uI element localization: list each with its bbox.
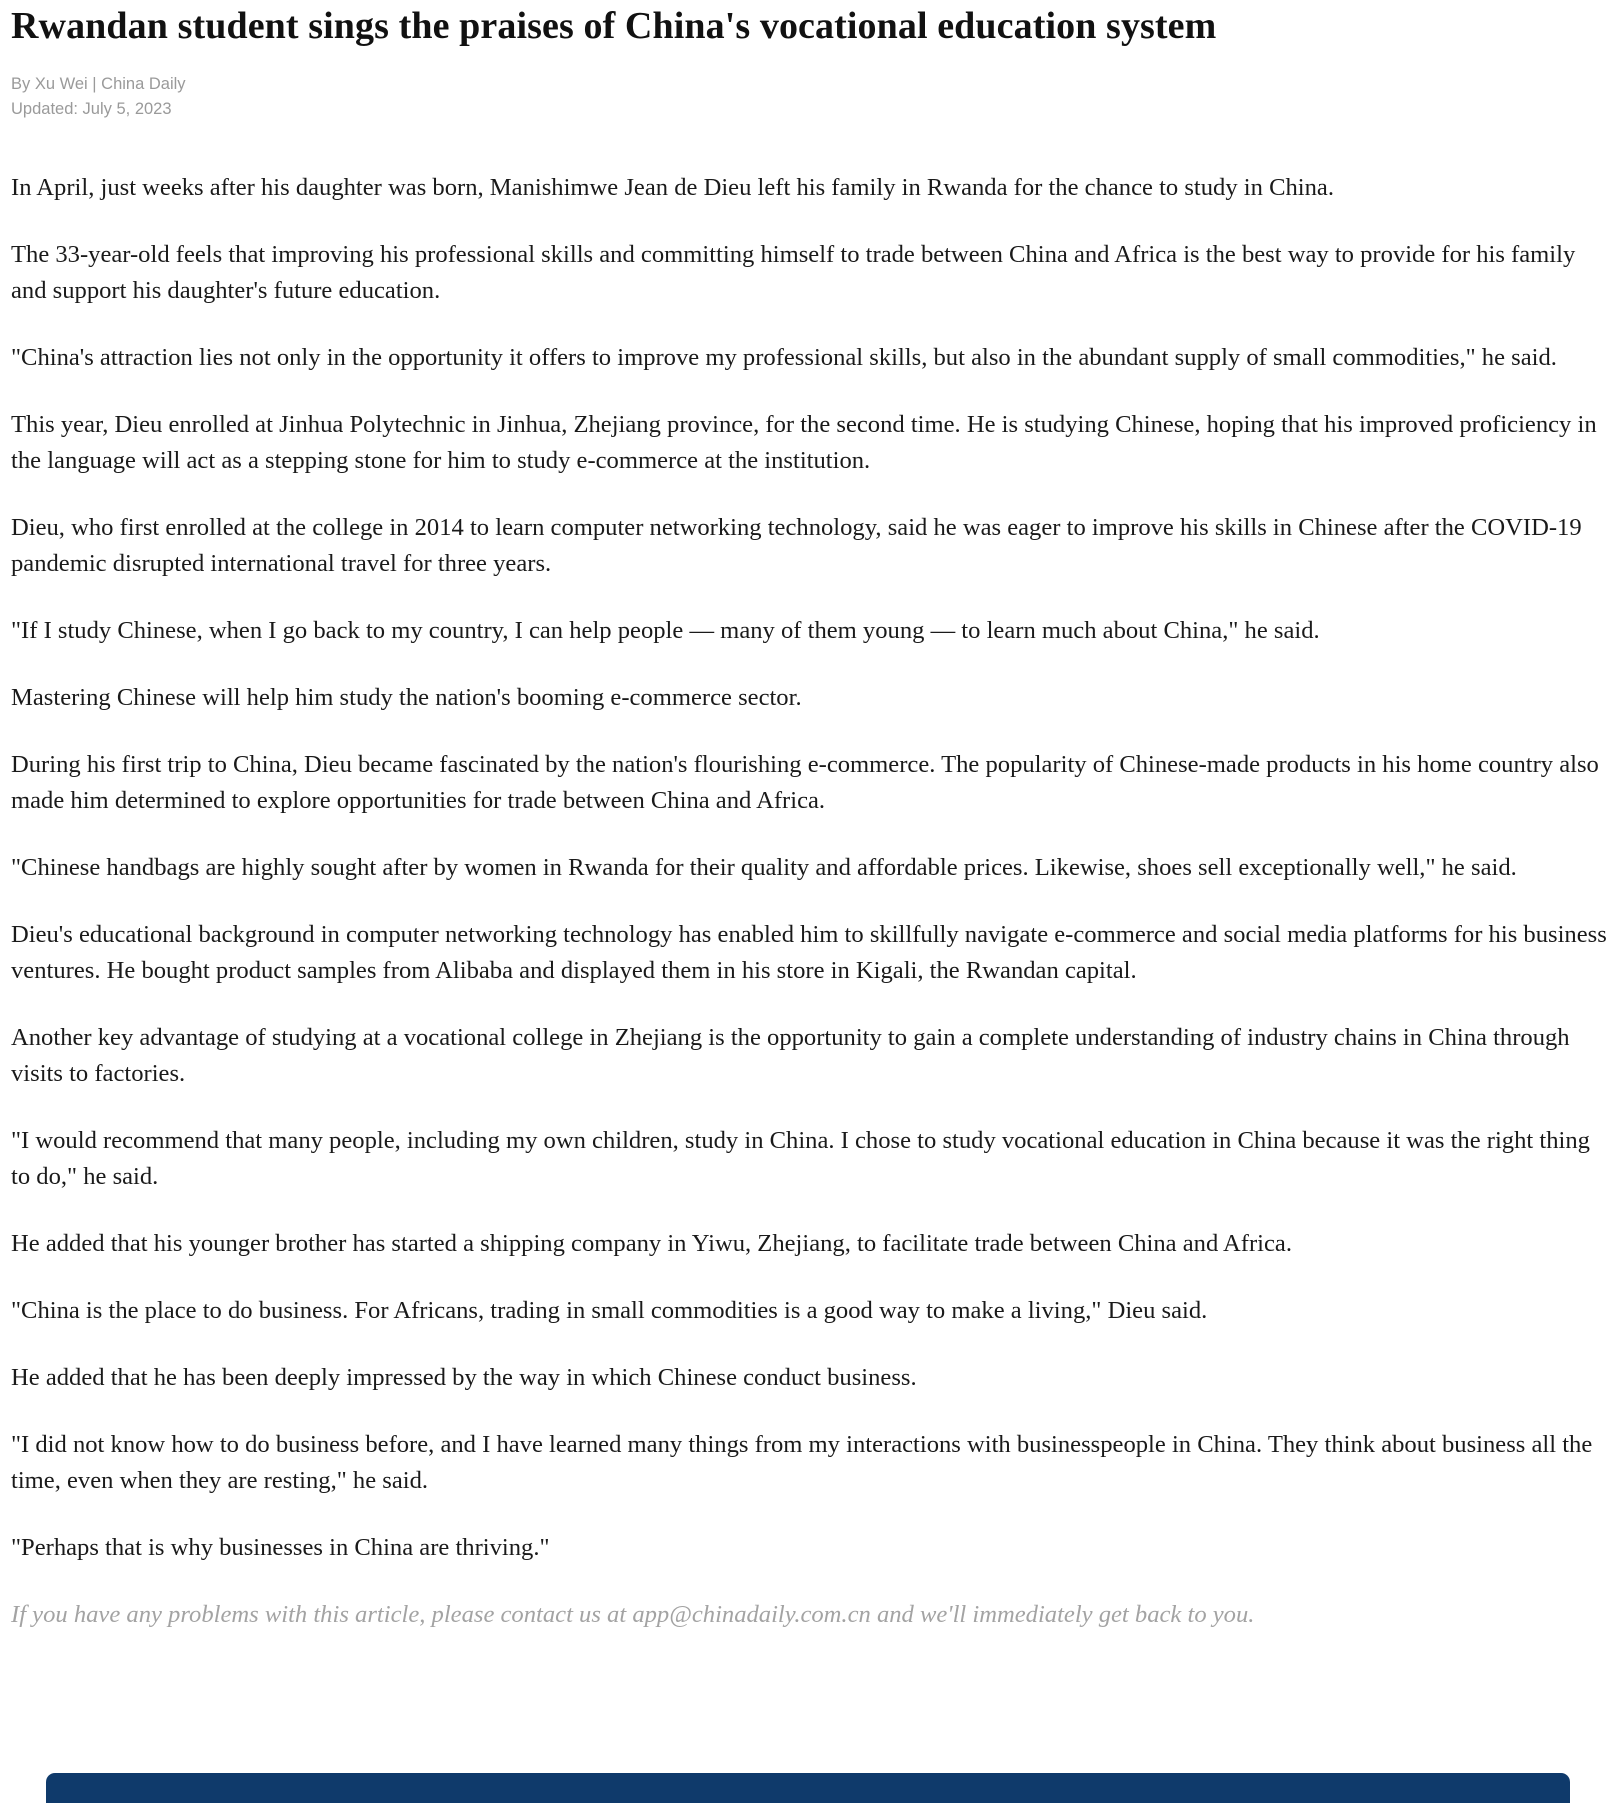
paragraph: This year, Dieu enrolled at Jinhua Polytechnic in Jinhua, Zhejiang province, for the second time. He is studying Chinese, hoping that his improved proficiency in the language will act as a stepping stone for him to study e-commerce at the institution. bbox=[11, 411, 1597, 474]
paragraph: In April, just weeks after his daughter was born, Manishimwe Jean de Dieu left his family in Rwanda for the chance to study in China. bbox=[11, 174, 1334, 201]
article-meta bbox=[11, 72, 1609, 122]
paragraph: During his first trip to China, Dieu became fascinated by the nation's flourishing e-commerce. The popularity of Chinese-made products in his home country also made him determined to explore opportunities for trade between China and Africa. bbox=[11, 751, 1599, 814]
paragraph: "Perhaps that is why businesses in China are thriving." bbox=[11, 1534, 550, 1561]
paragraph: Dieu's educational background in computer networking technology has enabled him to skillfully navigate e-commerce and social media platforms for his business ventures. He bought product samples from Alibaba and displayed them in his store in Kigali, the Rwandan capital. bbox=[11, 921, 1607, 984]
paragraph: "If I study Chinese, when I go back to my country, I can help people — many of them young — to learn much about China," he said. bbox=[11, 617, 1320, 644]
updated-date: Updated: July 5, 2023 bbox=[11, 100, 172, 118]
paragraph: He added that his younger brother has started a shipping company in Yiwu, Zhejiang, to facilitate trade between China and Africa. bbox=[11, 1230, 1292, 1257]
paragraph: The 33-year-old feels that improving his professional skills and committing himself to trade between China and Africa is the best way to provide for his family and support his daughter's future education. bbox=[11, 241, 1576, 304]
paragraph: Dieu, who first enrolled at the college in 2014 to learn computer networking technology, said he was eager to improve his skills in Chinese after the COVID-19 pandemic disrupted international travel for three years. bbox=[11, 514, 1582, 577]
paragraph: "China is the place to do business. For Africans, trading in small commodities is a good way to make a living," Dieu said. bbox=[11, 1297, 1208, 1324]
footer-bar bbox=[46, 1773, 1570, 1803]
article-body bbox=[11, 170, 1609, 1633]
byline: By Xu Wei | China Daily bbox=[11, 75, 186, 93]
paragraph: He added that he has been deeply impressed by the way in which Chinese conduct business. bbox=[11, 1364, 917, 1391]
paragraph: Another key advantage of studying at a vocational college in Zhejiang is the opportunity to gain a complete understanding of industry chains in China through visits to factories. bbox=[11, 1024, 1570, 1087]
paragraph: Mastering Chinese will help him study the nation's booming e-commerce sector. bbox=[11, 684, 802, 711]
paragraph: "Chinese handbags are highly sought after by women in Rwanda for their quality and affordable prices. Likewise, shoes sell exceptionally well," he said. bbox=[11, 854, 1517, 881]
article-title: Rwandan student sings the praises of China's vocational education system bbox=[11, 5, 1217, 47]
article bbox=[11, 0, 1609, 1664]
contact-note: If you have any problems with this article, please contact us at app@chinadaily.com.cn and we'll immediately get back to you. bbox=[11, 1601, 1255, 1628]
paragraph: "I would recommend that many people, including my own children, study in China. I chose to study vocational education in China because it was the right thing to do," he said. bbox=[11, 1127, 1590, 1190]
paragraph: "I did not know how to do business before, and I have learned many things from my interactions with businesspeople in China. They think about business all the time, even when they are resting," he said. bbox=[11, 1431, 1593, 1494]
paragraph: "China's attraction lies not only in the opportunity it offers to improve my professional skills, but also in the abundant supply of small commodities," he said. bbox=[11, 344, 1557, 371]
